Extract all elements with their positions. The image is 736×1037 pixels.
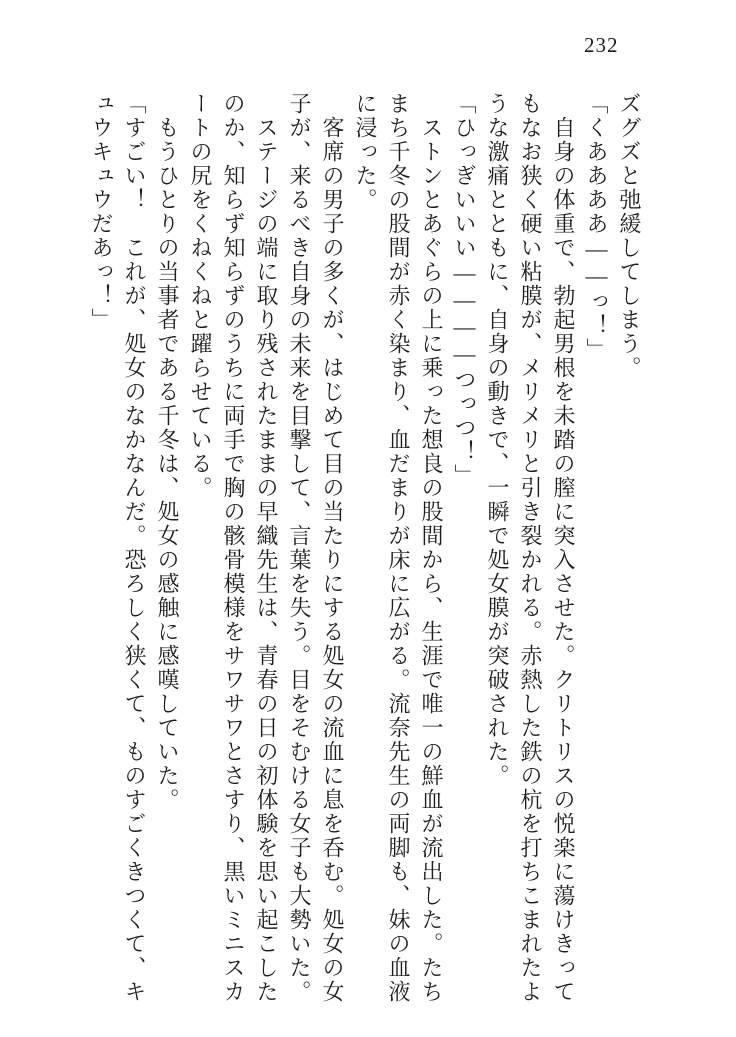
text-column: 客席の男子の多くが、はじめて目の当たりにする処女の流血に息を呑む。処女の女	[320, 116, 345, 1004]
text-column: ストンとあぐらの上に乗った想良の股間から、生涯で唯一の鮮血が流出した。たち	[419, 116, 444, 1004]
text-column: もなお狭く硬い粘膜が、メリメリと引き裂かれる。赤熱した鉄の杭を打ちこまれたよ	[518, 92, 543, 1004]
text-column: 「くああああ――っ！」	[584, 92, 609, 362]
text-column: もうひとりの当事者である千冬は、処女の感触に感嘆していた。	[155, 116, 180, 812]
text-column: のか、知らず知らずのうちに両手で胸の骸骨模様をサワサワとさすり、黒いミニスカ	[221, 92, 246, 1004]
text-column: に浸った。	[353, 92, 378, 212]
text-body	[88, 92, 640, 1008]
text-column: 「すごい！ これが、処女のなかなんだ。恐ろしく狭くて、ものすごくきつくて、キ	[122, 92, 147, 1004]
text-column: うな激痛とともに、自身の動きで、一瞬で処女膜が突破された。	[485, 92, 510, 788]
text-column: ュウキュウだあっ！」	[89, 92, 114, 332]
page-number: 232	[584, 33, 619, 57]
text-column: 「ひっぎいいい――――つっつ！」	[452, 92, 477, 488]
text-column: まち千冬の股間が赤く染まり、血だまりが床に広がる。流奈先生の両脚も、妹の血液	[386, 92, 411, 1004]
text-column: ートの尻をくねくねと躍らせている。	[188, 92, 213, 500]
text-column: 自身の体重で、勃起男根を未踏の膣に突入させた。クリトリスの悦楽に蕩けきって	[551, 116, 576, 1004]
text-column: ステージの端に取り残されたままの早織先生は、青春の日の初体験を思い起こした	[254, 116, 279, 1004]
text-column: 子が、来るべき自身の未来を目撃して、言葉を失う。目をそむける女子も大勢いた。	[287, 92, 312, 1004]
text-column: ズグズと弛緩してしまう。	[617, 92, 642, 380]
